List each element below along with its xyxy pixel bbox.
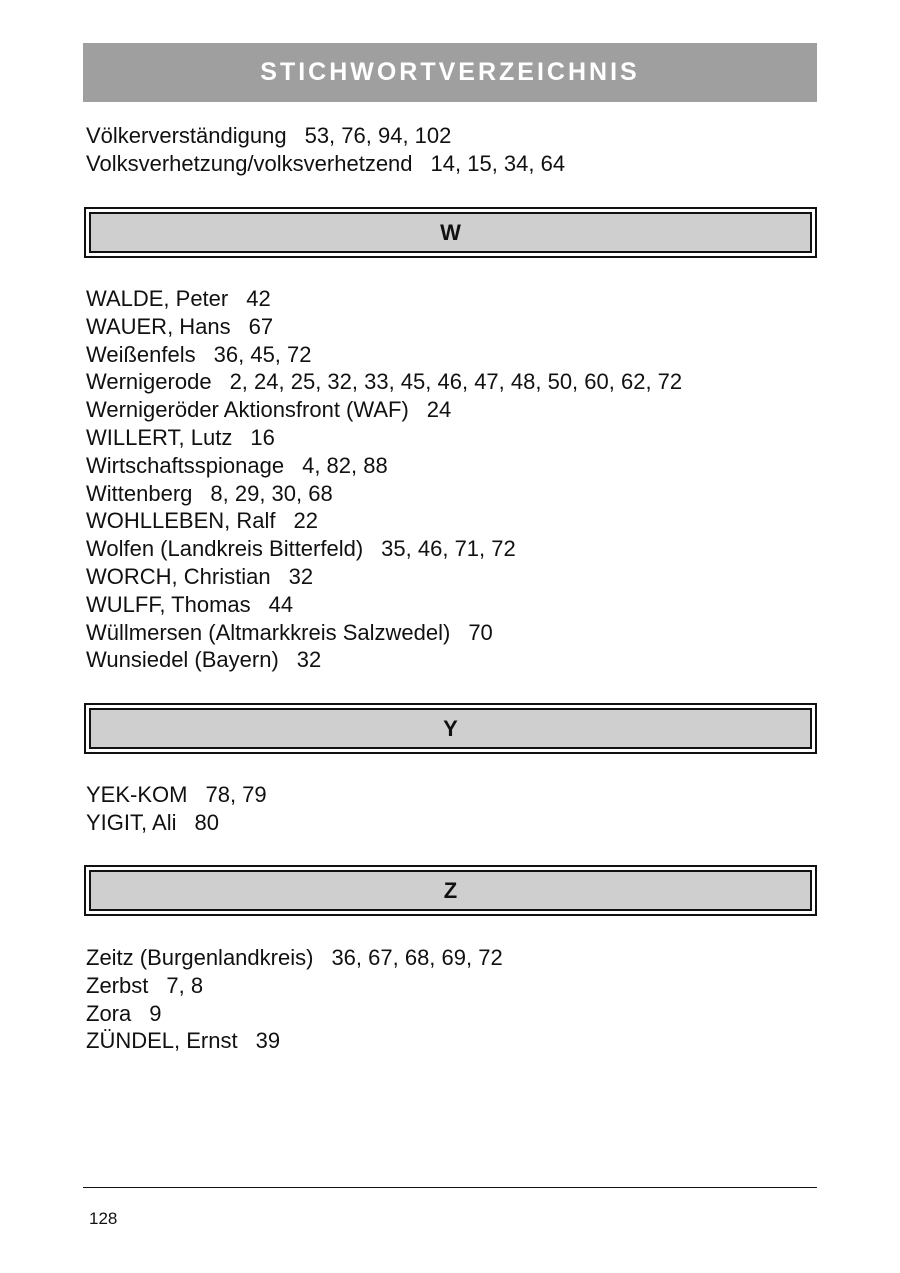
entry-pages: 78, 79 — [205, 782, 267, 807]
section-w-entries — [86, 285, 826, 674]
entry-pages: 32 — [288, 563, 314, 589]
index-entry — [86, 619, 826, 647]
section-z-entries — [86, 944, 826, 1055]
index-entry — [86, 452, 826, 480]
entry-term: Wernigerode — [86, 369, 212, 395]
index-entry — [86, 781, 826, 809]
section-v-entries — [86, 122, 826, 178]
letter-header-w — [84, 207, 817, 258]
entry-term: Zerbst — [86, 972, 149, 998]
entry-pages: 35, 46, 71, 72 — [381, 536, 516, 562]
entry-term: WOHLLEBEN, Ralf — [86, 508, 276, 534]
entry-pages: 42 — [246, 286, 271, 311]
entry-pages: 7, 8 — [166, 972, 204, 998]
index-entry — [86, 480, 826, 508]
letter-header-z — [84, 865, 817, 916]
entry-pages: 44 — [268, 591, 294, 617]
entry-term: WILLERT, Lutz — [86, 424, 233, 450]
entry-term: WORCH, Christian — [86, 563, 271, 589]
index-entry — [86, 809, 826, 837]
entry-pages: 32 — [296, 647, 322, 673]
entry-pages: 22 — [293, 508, 318, 534]
page-number: 128 — [89, 1209, 118, 1228]
section-y-entries — [86, 781, 826, 837]
index-entry — [86, 1027, 826, 1055]
entry-pages: 2, 24, 25, 32, 33, 45, 46, 47, 48, 50, 60, 62, 72 — [229, 369, 683, 395]
footer-divider — [83, 1187, 817, 1188]
entry-pages: 53, 76, 94, 102 — [304, 123, 452, 148]
index-entry — [86, 396, 826, 424]
entry-term: Völkerverständigung — [86, 123, 287, 148]
entry-pages: 14, 15, 34, 64 — [430, 150, 566, 176]
entry-term: Wirtschaftsspionage — [86, 452, 285, 478]
index-entry — [86, 1000, 826, 1028]
index-entry — [86, 150, 826, 178]
entry-pages: 4, 82, 88 — [302, 452, 388, 478]
entry-term: YIGIT, Ali — [86, 809, 177, 835]
entry-term: Volksverhetzung/volksverhetzend — [86, 150, 413, 176]
entry-term: WULFF, Thomas — [86, 591, 251, 617]
index-entry — [86, 122, 826, 150]
index-entry — [86, 424, 826, 452]
letter-header-y — [84, 703, 817, 754]
index-entry — [86, 563, 826, 591]
entry-pages: 9 — [149, 1000, 162, 1026]
entry-term: Weißenfels — [86, 341, 196, 367]
letter-label: W — [440, 219, 461, 245]
page-title: STICHWORTVERZEICHNIS — [260, 58, 640, 86]
index-entry — [86, 507, 826, 535]
entry-term: Wunsiedel (Bayern) — [86, 647, 279, 673]
entry-term: WAUER, Hans — [86, 313, 231, 339]
index-entry — [86, 535, 826, 563]
entry-pages: 80 — [194, 809, 219, 835]
letter-header-inner — [89, 870, 812, 911]
entry-term: Wernigeröder Aktionsfront (WAF) — [86, 397, 409, 423]
entry-pages: 24 — [426, 397, 452, 423]
entry-pages: 67 — [248, 313, 274, 339]
entry-pages: 36, 45, 72 — [213, 341, 312, 367]
index-entry — [86, 972, 826, 1000]
index-title-bar — [83, 43, 817, 102]
entry-pages: 70 — [468, 619, 493, 645]
letter-header-inner — [89, 212, 812, 253]
entry-term: Zora — [86, 1000, 132, 1026]
letter-label: Y — [443, 715, 458, 741]
entry-term: ZÜNDEL, Ernst — [86, 1028, 238, 1054]
entry-pages: 16 — [250, 424, 275, 450]
entry-term: WALDE, Peter — [86, 286, 229, 311]
entry-pages: 8, 29, 30, 68 — [210, 480, 333, 506]
index-entry — [86, 341, 826, 369]
entry-pages: 39 — [255, 1028, 281, 1054]
entry-pages: 36, 67, 68, 69, 72 — [331, 945, 503, 970]
entry-term: Wüllmersen (Altmarkkreis Salzwedel) — [86, 619, 451, 645]
entry-term: YEK-KOM — [86, 782, 188, 807]
entry-term: Wittenberg — [86, 480, 193, 506]
index-entry — [86, 944, 826, 972]
index-entry — [86, 368, 826, 396]
index-entry — [86, 313, 826, 341]
entry-term: Wolfen (Landkreis Bitterfeld) — [86, 536, 364, 562]
letter-label: Z — [443, 877, 458, 903]
index-entry — [86, 646, 826, 674]
letter-header-inner — [89, 708, 812, 749]
entry-term: Zeitz (Burgenlandkreis) — [86, 945, 314, 970]
index-entry — [86, 285, 826, 313]
index-entry — [86, 591, 826, 619]
